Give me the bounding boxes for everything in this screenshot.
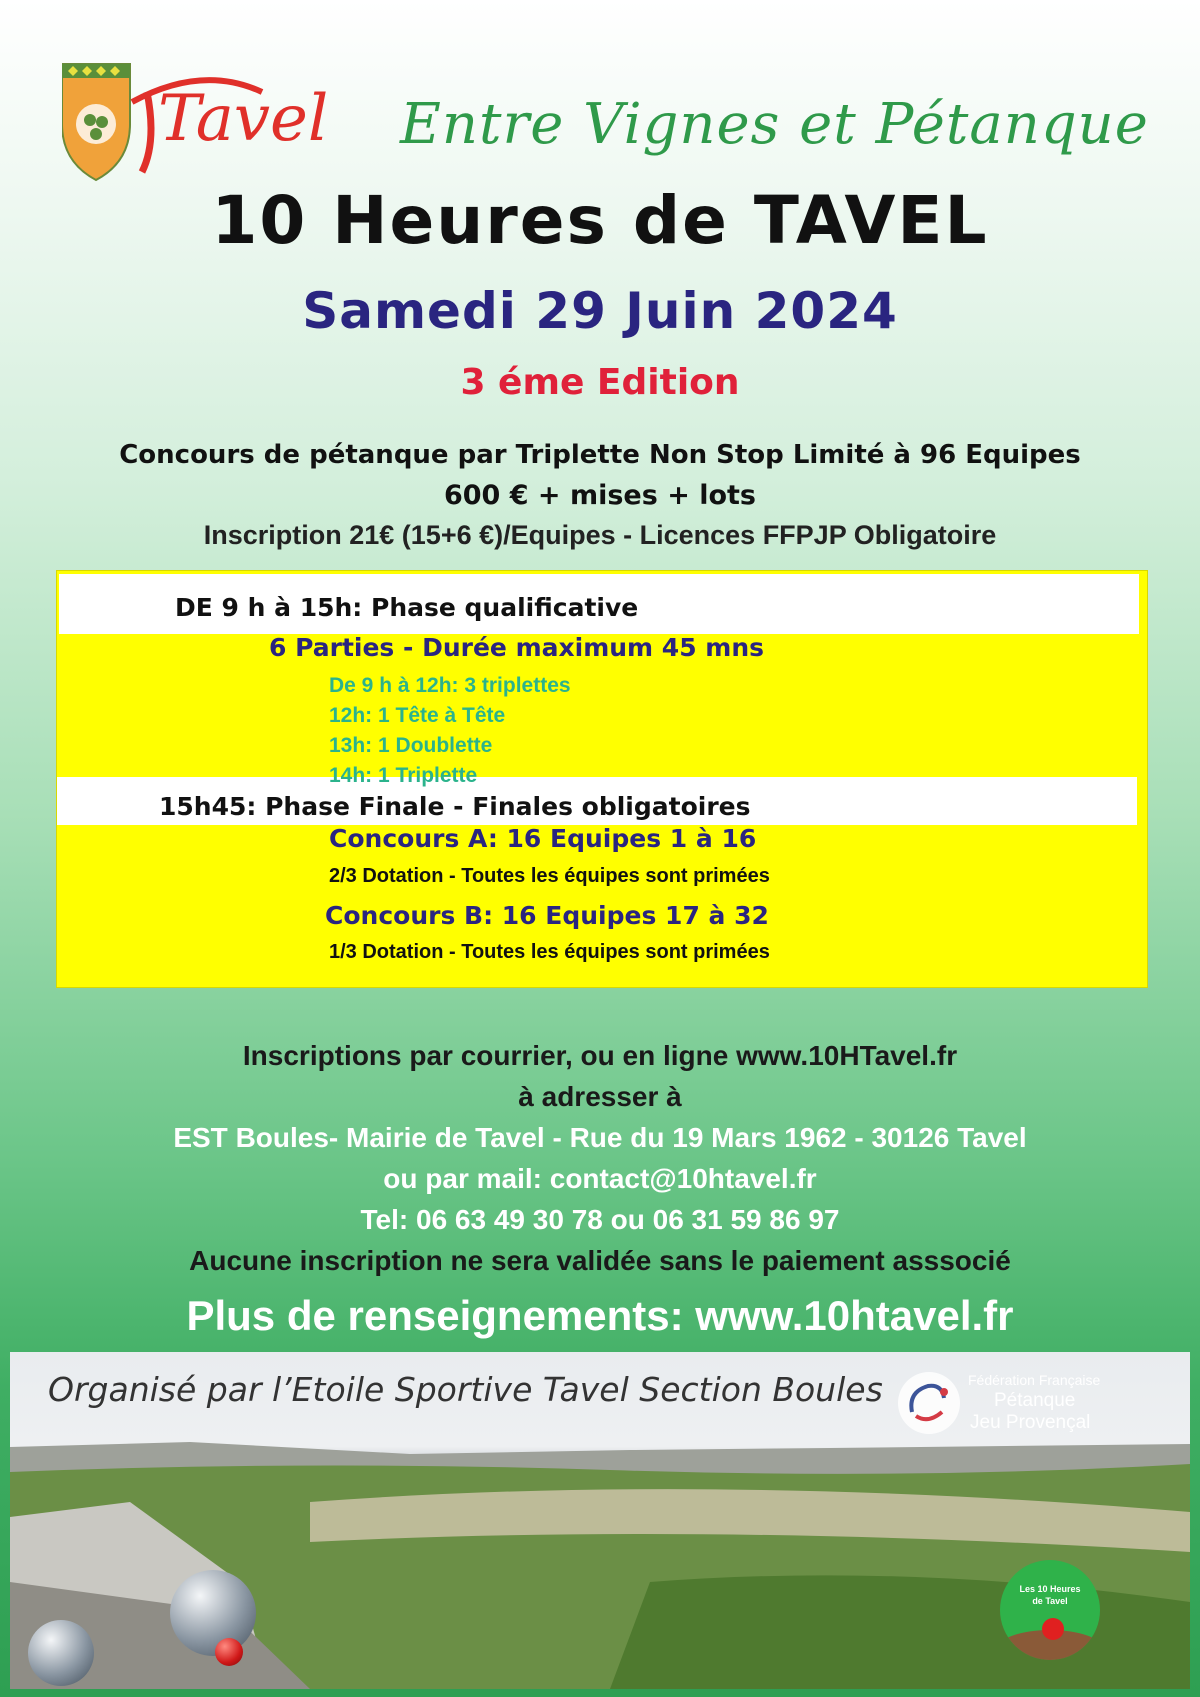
more-info-link: Plus de renseignements: www.10htavel.fr [186, 1292, 1014, 1339]
federation-line: Fédération Française [968, 1372, 1101, 1388]
edition-label: 3 éme Edition [460, 362, 740, 403]
postal-address: EST Boules- Mairie de Tavel - Rue du 19 Mars 1962 - 30126 Tavel [173, 1122, 1027, 1153]
tavel-logo [62, 62, 342, 192]
phase-finale-heading: 15h45: Phase Finale - Finales obligatoires [159, 792, 751, 821]
dotation-a: 2/3 Dotation - Toutes les équipes sont primées [329, 865, 770, 887]
organizer-credit: Organisé par l’Etoile Sportive Tavel Section Boules [48, 1370, 883, 1409]
ffpjp-logo [898, 1364, 1170, 1444]
cochonnet-jack [215, 1638, 243, 1666]
program-box [56, 570, 1148, 988]
petanque-ball [170, 1570, 256, 1656]
parties-duration: 6 Parties - Durée maximum 45 mns [269, 633, 765, 662]
registration-line: Inscriptions par courrier, ou en ligne www.10HTavel.fr [242, 1040, 958, 1071]
contact-phone: Tel: 06 63 49 30 78 ou 06 31 59 86 97 [360, 1204, 840, 1235]
federation-line: Pétanque [994, 1390, 1076, 1411]
registration-address-intro: à adresser à [518, 1081, 682, 1112]
schedule-item: 13h: 1 Doublette [329, 734, 493, 757]
schedule-item: 12h: 1 Tête à Tête [329, 704, 506, 727]
phase-qualificative-heading: DE 9 h à 15h: Phase qualificative [175, 593, 639, 622]
concours-b: Concours B: 16 Equipes 17 à 32 [325, 901, 769, 930]
prize-line: 600 € + mises + lots [443, 480, 757, 511]
concours-description: Concours de pétanque par Triplette Non Stop Limité à 96 Equipes [119, 440, 1081, 470]
badge-ball-icon [1042, 1618, 1064, 1640]
badge-line: Les 10 Heures [1019, 1584, 1081, 1594]
schedule-item: 14h: 1 Triplette [329, 764, 478, 787]
payment-notice: Aucune inscription ne sera validée sans le paiement asssocié [189, 1245, 1011, 1276]
event-date: Samedi 29 Juin 2024 [302, 282, 898, 340]
slogan: Entre Vignes et Pétanque [400, 92, 1149, 157]
dotation-b: 1/3 Dotation - Toutes les équipes sont primées [329, 941, 770, 963]
federation-line: Jeu Provençal [970, 1412, 1091, 1433]
badge-line: de Tavel [1032, 1596, 1068, 1606]
petanque-ball [28, 1620, 94, 1686]
10-heures-badge [1000, 1560, 1100, 1660]
rooster-icon [898, 1372, 960, 1434]
concours-a: Concours A: 16 Equipes 1 à 16 [329, 824, 757, 853]
schedule-item: De 9 h à 12h: 3 triplettes [329, 674, 571, 697]
event-title: 10 Heures de TAVEL [211, 182, 989, 259]
inscription-fee: Inscription 21€ (15+6 €)/Equipes - Licences FFPJP Obligatoire [203, 520, 997, 550]
contact-email: ou par mail: contact@10htavel.fr [383, 1163, 817, 1194]
logo-wordmark: Tavel [158, 82, 329, 156]
